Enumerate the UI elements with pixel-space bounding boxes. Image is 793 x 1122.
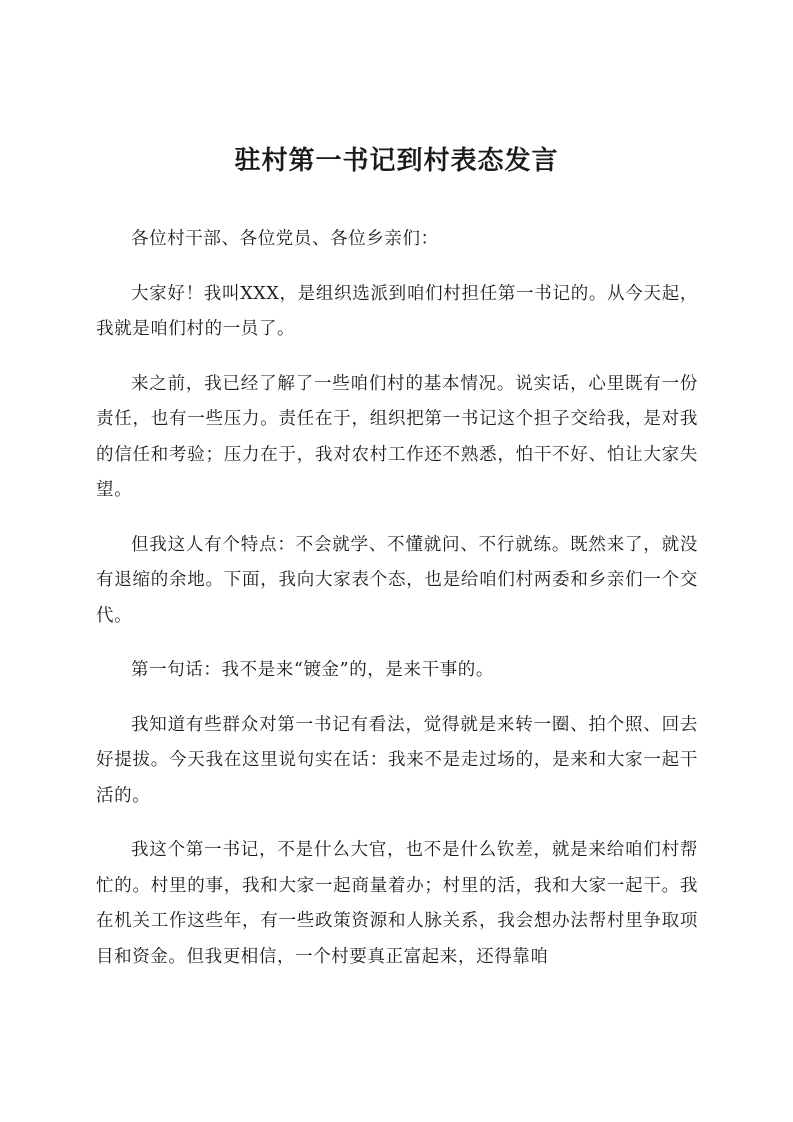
- paragraph-introduction: 大家好！我叫XXX，是组织选派到咱们村担任第一书记的。从今天起，我就是咱们村的一员了。: [96, 283, 698, 339]
- paragraph-not-formality: 我知道有些群众对第一书记有看法，觉得就是来转一圈、拍个照、回去好提拔。今天我在这里说句实在话：我来不是走过场的，是来和大家一起干活的。: [96, 714, 698, 806]
- paragraph-role-description: 我这个第一书记，不是什么大官，也不是什么钦差，就是来给咱们村帮忙的。村里的事，我和大家一起商量着办；村里的活，我和大家一起干。我在机关工作这些年，有一些政策资源和人脉关系，我会想办法帮村里争取项目和资金。但我更相信，一个村要真正富起来，还得靠咱: [96, 840, 698, 967]
- paragraph-greeting: 各位村干部、各位党员、各位乡亲们：: [131, 229, 439, 249]
- document-body: [96, 222, 698, 994]
- paragraph-first-statement: 第一句话：我不是来“镀金”的，是来干事的。: [131, 660, 494, 680]
- paragraph-commitment: 但我这人有个特点：不会就学、不懂就问、不行就练。既然来了，就没有退缩的余地。下面，我向大家表个态，也是给咱们村两委和乡亲们一个交代。: [96, 534, 698, 626]
- paragraph-responsibility: 来之前，我已经了解了一些咱们村的基本情况。说实话，心里既有一份责任，也有一些压力。责任在于，组织把第一书记这个担子交给我，是对我的信任和考验；压力在于，我对农村工作还不熟悉，怕干不好、怕让大家失望。: [96, 373, 698, 500]
- document-title: 驻村第一书记到村表态发言: [234, 146, 559, 176]
